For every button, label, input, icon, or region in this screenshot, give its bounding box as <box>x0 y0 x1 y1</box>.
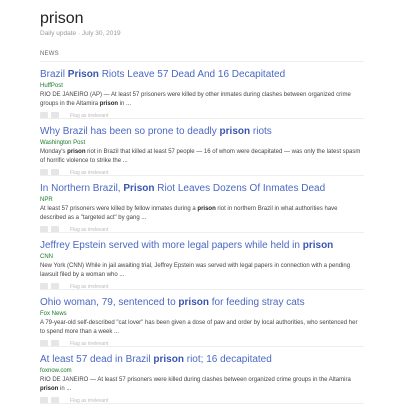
headline-text: Riot Leaves Dozens Of Inmates Dead <box>155 183 326 194</box>
article-snippet <box>40 319 364 337</box>
twitter-share-icon[interactable] <box>51 169 59 177</box>
flag-irrelevant-link[interactable]: Flag as irrelevant <box>70 398 108 404</box>
headline-text: Riots Leave 57 Dead And 16 Decapitated <box>99 69 285 80</box>
article-list <box>40 62 364 404</box>
flag-irrelevant-link[interactable]: Flag as irrelevant <box>70 170 108 176</box>
alert-subtitle: Daily update · July 30, 2019 <box>40 30 364 37</box>
flag-irrelevant-link[interactable]: Flag as irrelevant <box>70 227 108 233</box>
article-item <box>40 62 364 119</box>
snippet-keyword: prison <box>197 206 215 212</box>
facebook-share-icon[interactable] <box>40 397 48 404</box>
article-source: foxnow.com <box>40 367 364 375</box>
headline-keyword: Prison <box>68 69 99 80</box>
snippet-text: RIO DE JANEIRO — At least 57 prisoners were killed during clashes between organized crime groups in the Altamira <box>40 377 351 383</box>
snippet-text: in ... <box>118 101 131 107</box>
article-actions <box>40 111 364 119</box>
snippet-text: At least 57 prisoners were killed by fellow inmates during a <box>40 206 197 212</box>
headline-keyword: prison <box>303 240 334 251</box>
headline-text: Ohio woman, 79, sentenced to <box>40 297 178 308</box>
article-item <box>40 347 364 404</box>
snippet-text: Monday's <box>40 149 67 155</box>
article-source: Fox News <box>40 310 364 318</box>
article-item <box>40 176 364 233</box>
article-headline-link[interactable] <box>40 354 364 366</box>
headline-text: riot; 16 decapitated <box>184 354 272 365</box>
article-item <box>40 119 364 176</box>
article-source: NPR <box>40 196 364 204</box>
article-snippet <box>40 262 364 280</box>
snippet-text: riot in Brazil that killed at least 57 people — 16 of whom were decapitated — was only the latest spasm of horrific violence to strike the ... <box>40 149 360 164</box>
article-actions <box>40 396 364 404</box>
headline-text: for feeding stray cats <box>209 297 305 308</box>
headline-keyword: Prison <box>123 183 154 194</box>
facebook-share-icon[interactable] <box>40 112 48 120</box>
snippet-keyword: prison <box>67 149 85 155</box>
snippet-text: New York (CNN) While in jail awaiting trial, Jeffrey Epstein was served with legal papers in connection with a pending lawsuit filed by a woman who ... <box>40 263 350 278</box>
snippet-text: RIO DE JANEIRO (AP) — At least 57 prisoners were killed by other inmates during clashes between organized crime groups in the Altamira <box>40 92 351 107</box>
facebook-share-icon[interactable] <box>40 283 48 291</box>
facebook-share-icon[interactable] <box>40 340 48 348</box>
headline-text: Brazil <box>40 69 68 80</box>
twitter-share-icon[interactable] <box>51 283 59 291</box>
article-source: CNN <box>40 253 364 261</box>
snippet-text: in ... <box>58 386 71 392</box>
article-headline-link[interactable] <box>40 183 364 195</box>
headline-text: Why Brazil has been so prone to deadly <box>40 126 220 137</box>
alert-title: prison <box>40 10 364 28</box>
facebook-share-icon[interactable] <box>40 169 48 177</box>
snippet-keyword: prison <box>100 101 118 107</box>
snippet-text: riot in northern Brazil in what authorities have described as a "targeted act" by gang ... <box>40 206 338 221</box>
article-snippet <box>40 148 364 166</box>
article-actions <box>40 282 364 290</box>
article-item <box>40 233 364 290</box>
article-source: HuffPost <box>40 82 364 90</box>
headline-keyword: prison <box>220 126 251 137</box>
headline-text: Jeffrey Epstein served with more legal papers while held in <box>40 240 303 251</box>
headline-text: riots <box>250 126 272 137</box>
article-source: Washington Post <box>40 139 364 147</box>
headline-text: At least 57 dead in Brazil <box>40 354 153 365</box>
article-actions <box>40 339 364 347</box>
article-snippet <box>40 376 364 394</box>
article-headline-link[interactable] <box>40 297 364 309</box>
twitter-share-icon[interactable] <box>51 112 59 120</box>
twitter-share-icon[interactable] <box>51 397 59 404</box>
facebook-share-icon[interactable] <box>40 226 48 234</box>
flag-irrelevant-link[interactable]: Flag as irrelevant <box>70 341 108 347</box>
headline-keyword: prison <box>153 354 184 365</box>
headline-text: In Northern Brazil, <box>40 183 123 194</box>
snippet-keyword: prison <box>40 386 58 392</box>
article-actions <box>40 225 364 233</box>
twitter-share-icon[interactable] <box>51 226 59 234</box>
article-headline-link[interactable] <box>40 126 364 138</box>
flag-irrelevant-link[interactable]: Flag as irrelevant <box>70 113 108 119</box>
alert-digest <box>40 10 364 404</box>
flag-irrelevant-link[interactable]: Flag as irrelevant <box>70 284 108 290</box>
article-item <box>40 290 364 347</box>
article-headline-link[interactable] <box>40 69 364 81</box>
article-headline-link[interactable] <box>40 240 364 252</box>
article-actions <box>40 168 364 176</box>
twitter-share-icon[interactable] <box>51 340 59 348</box>
article-snippet <box>40 91 364 109</box>
snippet-text: A 79-year-old self-described "cat lover" has been given a dose of paw and order by local authorities, who sentenced her to spend more than a week ... <box>40 320 357 335</box>
article-snippet <box>40 205 364 223</box>
section-label-news: NEWS <box>40 51 364 62</box>
headline-keyword: prison <box>178 297 209 308</box>
